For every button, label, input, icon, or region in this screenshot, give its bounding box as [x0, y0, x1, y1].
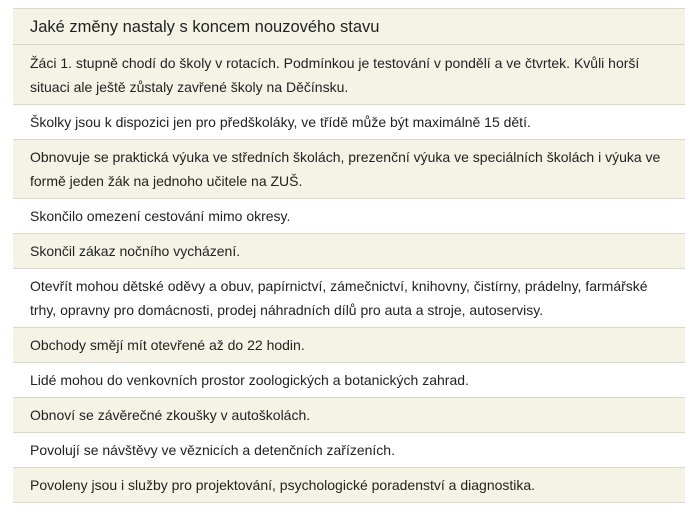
table-row-text: Skončilo omezení cestování mimo okresy.: [30, 208, 291, 224]
table-row: [13, 105, 685, 140]
table-row: [13, 363, 685, 398]
table-row-text: Obnovuje se praktická výuka ve středních školách, prezenční výuka ve speciálních školách i výuka ve formě jeden žák na jednoho učitele na ZUŠ.: [30, 149, 661, 189]
table-row-text: Obchody smějí mít otevřené až do 22 hodin.: [30, 337, 305, 353]
table-header-title: Jaké změny nastaly s koncem nouzového stavu: [30, 17, 380, 36]
table-row: [13, 468, 685, 503]
table-row-text: Povoleny jsou i služby pro projektování, psychologické poradenství a diagnostika.: [30, 477, 536, 493]
table-row-text: Otevřít mohou dětské oděvy a obuv, papírnictví, zámečnictví, knihovny, čistírny, prádelny, farmářské trhy, opravny pro domácnosti, prodej náhradních dílů pro auta a stroje, autoservisy.: [30, 278, 648, 318]
table-row-text: Školky jsou k dispozici jen pro předškoláky, ve třídě může být maximálně 15 dětí.: [30, 114, 531, 130]
table-row: [13, 328, 685, 363]
table-row: [13, 45, 685, 105]
table-row-text: Žáci 1. stupně chodí do školy v rotacích. Podmínkou je testování v pondělí a ve čtvrtek. Kvůli horší situaci ale ještě zůstaly zavřené školy na Děčínsku.: [30, 54, 640, 95]
table-row-text: Povolují se návštěvy ve věznicích a detenčních zařízeních.: [30, 442, 395, 458]
table-row: [13, 398, 685, 433]
measures-table: [13, 8, 685, 503]
table-row: [13, 433, 685, 468]
table-header: [13, 8, 685, 45]
table-row: [13, 269, 685, 328]
table-row: [13, 140, 685, 199]
table-row: [13, 199, 685, 234]
table-row-text: Skončil zákaz nočního vycházení.: [30, 243, 241, 259]
table-row-text: Lidé mohou do venkovních prostor zoologických a botanických zahrad.: [30, 372, 469, 388]
table-row: [13, 234, 685, 269]
table-row-text: Obnoví se závěrečné zkoušky v autoškolách.: [30, 407, 311, 423]
